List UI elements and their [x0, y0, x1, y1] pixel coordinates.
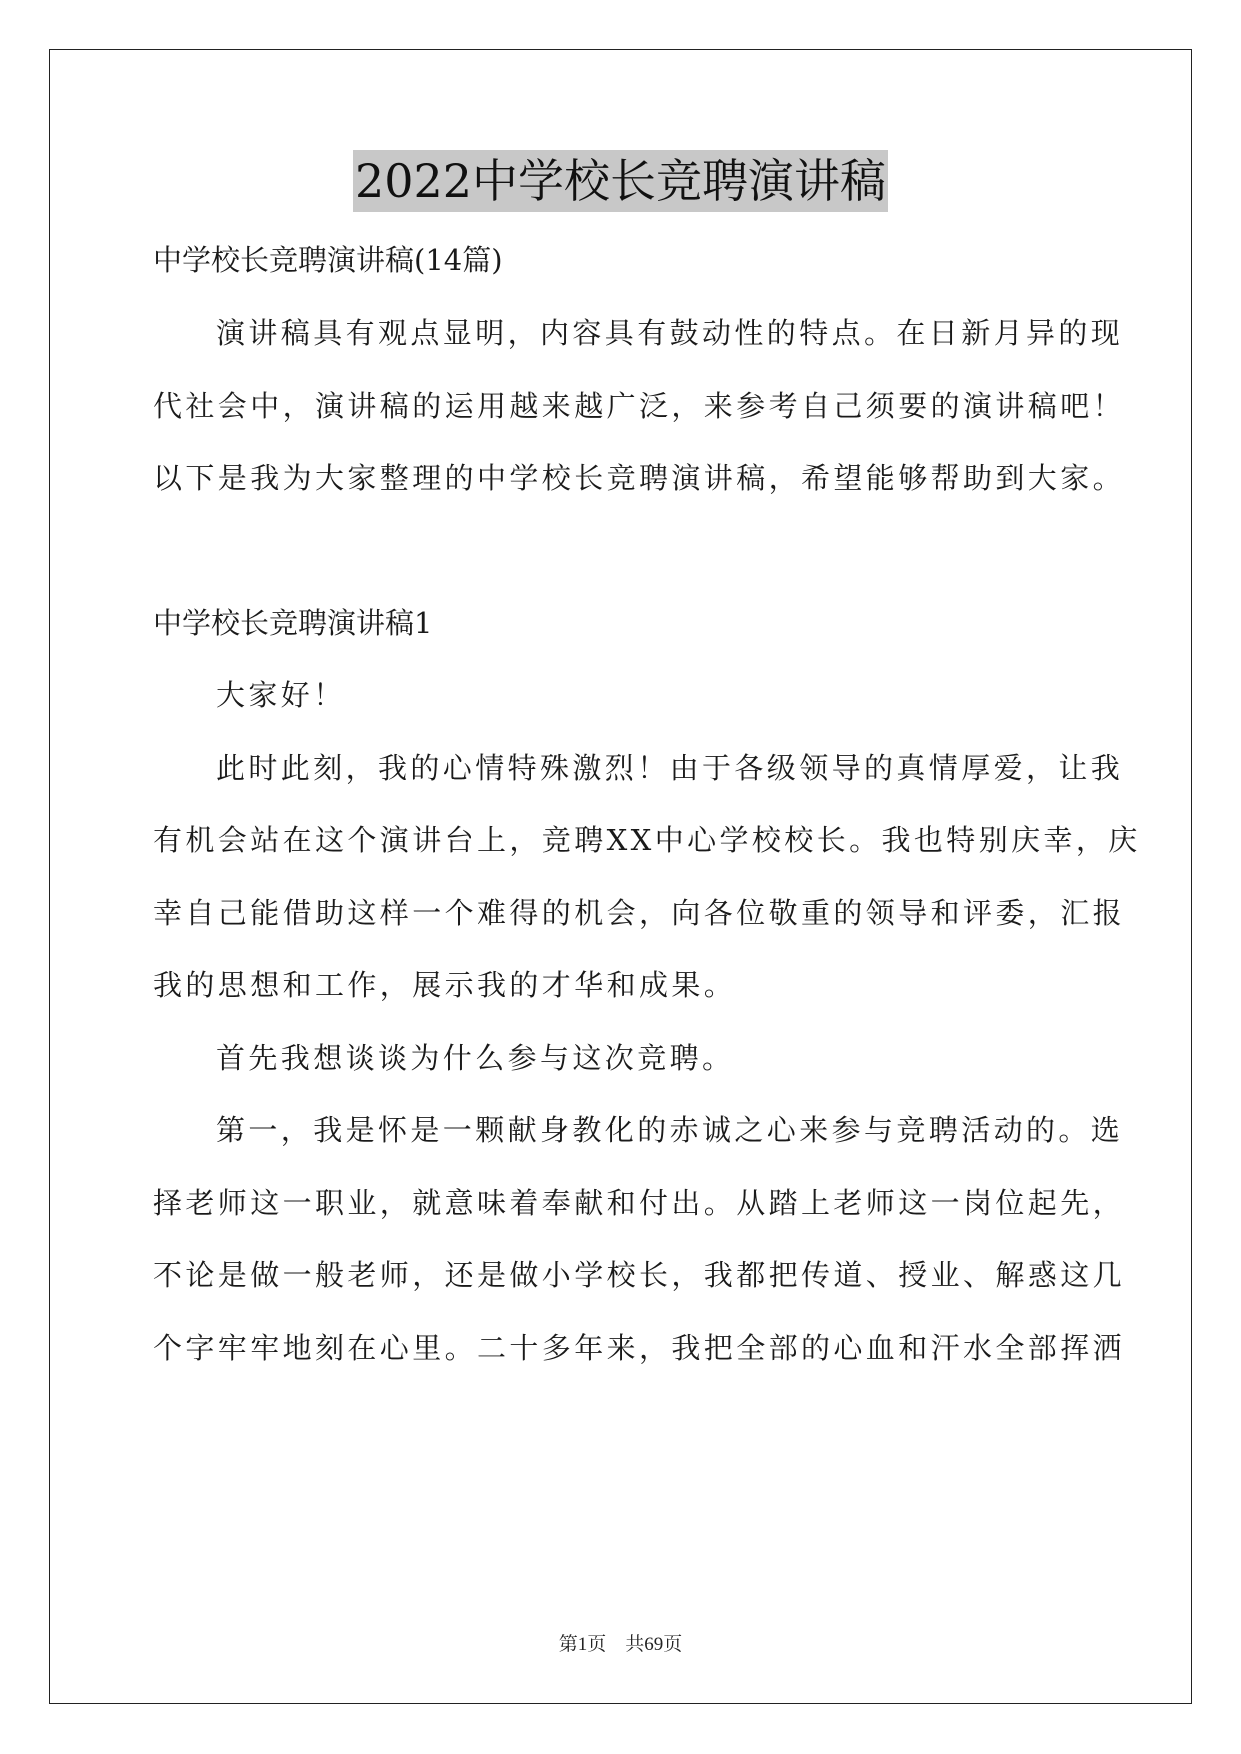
title-container [0, 150, 1241, 212]
greeting: 大家好！ [216, 678, 346, 712]
intro-line: 以下是我为大家整理的中学校长竞聘演讲稿，希望能够帮助到大家。 [153, 461, 1126, 495]
paragraph-line: 第一，我是怀是一颗献身教化的赤诚之心来参与竞聘活动的。选 [216, 1113, 1124, 1147]
paragraph-line: 首先我想谈谈为什么参与这次竞聘。 [216, 1041, 735, 1075]
document-subtitle: 中学校长竞聘演讲稿(14篇) [153, 243, 503, 277]
paragraph-line: 此时此刻，我的心情特殊激烈！由于各级领导的真情厚爱，让我 [216, 751, 1124, 785]
page-number: 1 [577, 1634, 588, 1655]
paragraph-line: 择老师这一职业，就意味着奉献和付出。从踏上老师这一岗位起先， [153, 1186, 1126, 1220]
paragraph-line: 幸自己能借助这样一个难得的机会，向各位敬重的领导和评委，汇报 [153, 896, 1126, 930]
intro-line: 代社会中，演讲稿的运用越来越广泛，来参考自己须要的演讲稿吧！ [153, 389, 1126, 423]
paragraph-line: 不论是做一般老师，还是做小学校长，我都把传道、授业、解惑这几 [153, 1258, 1126, 1292]
section-title: 中学校长竞聘演讲稿1 [153, 606, 433, 640]
page-prefix: 第 [558, 1634, 578, 1655]
page-suffix: 页 [587, 1634, 607, 1655]
page-border [49, 49, 1192, 1704]
document-title: 2022中学校长竞聘演讲稿 [353, 150, 888, 212]
total-prefix: 共 [625, 1634, 645, 1655]
paragraph-line: 个字牢牢地刻在心里。二十多年来，我把全部的心血和汗水全部挥洒 [153, 1331, 1126, 1365]
total-suffix: 页 [663, 1634, 683, 1655]
page-footer [0, 1632, 1241, 1658]
total-pages: 69 [644, 1634, 664, 1655]
paragraph-line: 我的思想和工作，展示我的才华和成果。 [153, 968, 737, 1002]
intro-line: 演讲稿具有观点显明，内容具有鼓动性的特点。在日新月异的现 [216, 316, 1124, 350]
paragraph-line: 有机会站在这个演讲台上，竞聘XX中心学校校长。我也特别庆幸，庆 [153, 823, 1141, 857]
